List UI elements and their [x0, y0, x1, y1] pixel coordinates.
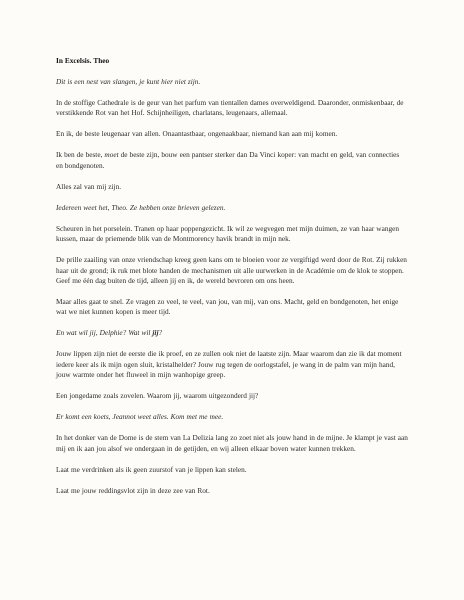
- paragraph-9: Maar alles gaat te snel. Ze vragen zo veel, te veel, van jou, van mij, van ons. Macht, geld en bondgenoten, het enige wat we niet kunnen kopen is meer tijd.: [56, 297, 399, 317]
- document-title: In Excelsis. Theo: [56, 56, 110, 65]
- paragraph-3: En ik, de beste leugenaar van allen. Onaantastbaar, ongenaakbaar, niemand kan aan mij komen.: [56, 129, 338, 139]
- paragraph-2: In de stoffige Cathedrale is de geur van het parfum van tientallen dames overweldigend. Daaronder, onmiskenbaar, de verstikkende Rot van het Hof. Schijnheiligen, charlatans, leugenaars, allemaal.: [56, 98, 404, 118]
- paragraph-6: Iedereen weet het, Theo. Ze hebben onze brieven gelezen.: [56, 202, 226, 212]
- paragraph-8: De prille zaailing van onze vriendschap kreeg geen kans om te bloeien voor ze vergiftigd werd door de Rot. Zij rukken haar uit de grond; ik ruk met blote handen de mechanismen uit alle uurwerken in de Académie om de klok te stoppen. Geef me één dag buiten de tijd, alleen jij en ik, de wereld bevroren om ons heen.: [56, 255, 407, 286]
- paragraph-11: Jouw lippen zijn niet de eerste die ik proef, en ze zullen ook niet de laatste zijn. Maar waarom dan zie ik dat moment iedere keer als ik mijn ogen sluit, kristalhelder? Jouw rug tegen de oorlogstafel, je wang in de palm van mijn hand, jouw warmte onder het fluweel in mijn wanhopige greep.: [56, 349, 402, 380]
- paragraph-5: Alles zal van mij zijn.: [56, 181, 122, 191]
- paragraph-1: Dit is een nest van slangen, je kunt hier niet zijn.: [56, 77, 201, 86]
- paragraph-4-before: Ik ben de beste,: [56, 150, 105, 160]
- paragraph-14: In het donker van de Dome is de stem van La Delizia lang zo zoet niet als jouw hand in de mijne. Je klampt je vast aan mij en ik aan jou alsof we ondergaan in de getijden, en wij alleen elkaar boven water kunnen trekken.: [56, 433, 408, 453]
- paragraph-13: Er komt een koets, Jeannot weet alles. Kom met me mee.: [56, 412, 224, 422]
- paragraph-15: Laat me verdrinken als ik geen zuurstof van je lippen kan stelen.: [56, 464, 247, 474]
- paragraph-7: Scheuren in het porselein. Tranen op haar poppengezicht. Ik wil ze wegvegen met mijn duimen, ze van haar wangen kussen, maar de priemende blik van de Montmorency havik brandt in mijn nek.: [56, 223, 399, 244]
- paragraph-10-strong: jij: [152, 328, 159, 338]
- paragraph-4-emphasis: moet: [104, 150, 119, 160]
- paragraph-4-after: de beste zijn, bouw een pantser sterker dan Da Vinci koper: van macht en geld, van connecties en bondgenoten.: [56, 150, 400, 170]
- paragraph-10: [56, 328, 408, 338]
- paragraph-10-after: ?: [158, 328, 163, 338]
- paragraph-4: [56, 150, 408, 171]
- paragraph-16: Laat me jouw reddingsvlot zijn in deze zee van Rot.: [56, 485, 210, 495]
- paragraph-12: Een jongedame zoals zovelen. Waarom jij, waarom uitgezonderd jij?: [56, 391, 259, 401]
- paragraph-10-before: En wat wil jij, Delphie? Wat wil: [56, 328, 153, 338]
